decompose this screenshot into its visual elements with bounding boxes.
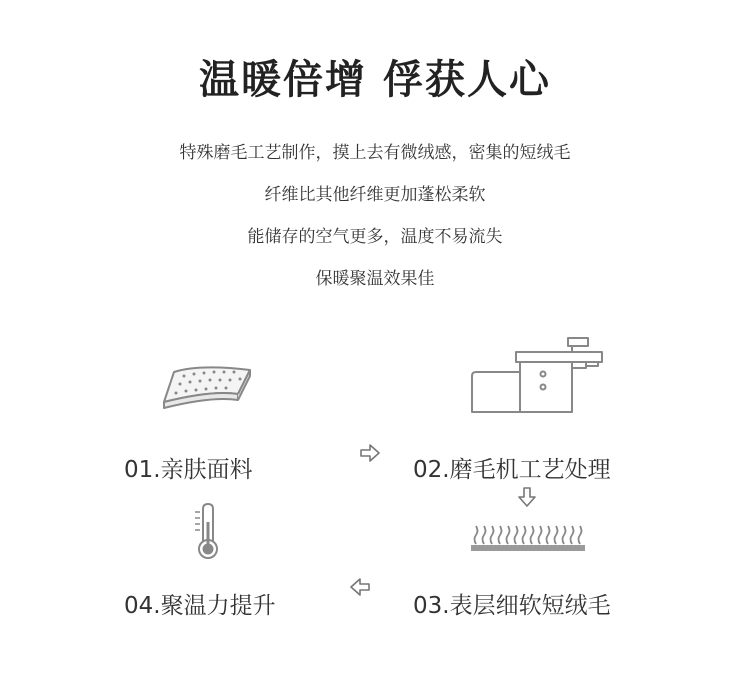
page-title: 温暖倍增 俘获人心	[199, 57, 551, 103]
arrow-down-icon	[518, 487, 536, 507]
step-3-label: 03.表层细软短绒毛	[413, 593, 611, 619]
fur-icon	[470, 524, 586, 554]
arrow-right-icon	[360, 444, 380, 462]
step-1-label: 01.亲肤面料	[124, 457, 253, 483]
description-line-3: 能储存的空气更多，温度不易流失	[247, 227, 503, 247]
description	[0, 132, 750, 300]
fabric-icon	[160, 362, 255, 410]
thermometer-icon	[192, 502, 224, 560]
description-line-4: 保暖聚温效果佳	[315, 269, 435, 289]
machine-icon	[468, 334, 604, 414]
step-2-label: 02.磨毛机工艺处理	[413, 457, 611, 483]
step-4-label: 04.聚温力提升	[124, 593, 276, 619]
description-line-1: 特殊磨毛工艺制作，摸上去有微绒感，密集的短绒毛	[179, 143, 571, 163]
arrow-left-icon	[350, 578, 370, 596]
description-line-2: 纤维比其他纤维更加蓬松柔软	[264, 185, 486, 205]
